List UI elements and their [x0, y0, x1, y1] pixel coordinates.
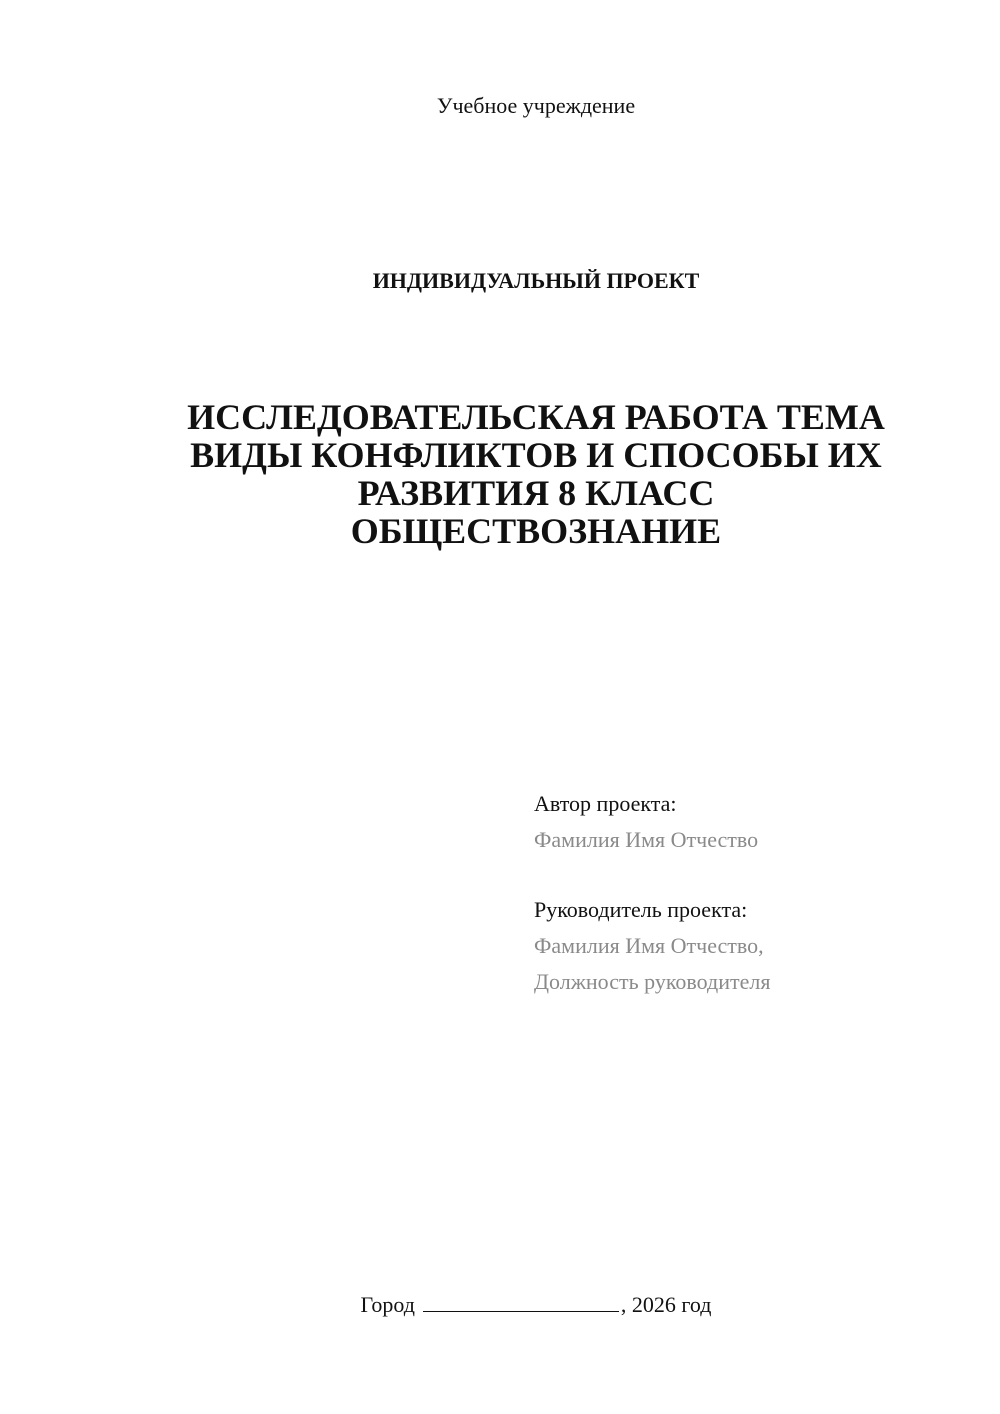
- supervisor-label: Руководитель проекта:: [534, 897, 748, 922]
- supervisor-position: Должность руководителя: [534, 969, 771, 994]
- city-label: Город: [360, 1292, 415, 1317]
- title-line: ОБЩЕСТВОЗНАНИЕ: [350, 511, 722, 551]
- city-blank-line: [423, 1291, 619, 1312]
- supervisor-name: Фамилия Имя Отчество,: [534, 933, 764, 958]
- author-name: Фамилия Имя Отчество: [534, 827, 759, 852]
- document-type: ИНДИВИДУАЛЬНЫЙ ПРОЕКТ: [372, 268, 700, 293]
- supervisor-block: [534, 896, 964, 996]
- title-line: ВИДЫ КОНФЛИКТОВ И СПОСОБЫ ИХ: [190, 435, 882, 475]
- title-line: ИССЛЕДОВАТЕЛЬСКАЯ РАБОТА ТЕМА: [187, 397, 885, 437]
- title-line: РАЗВИТИЯ 8 КЛАСС: [357, 473, 715, 513]
- city-year-line: [0, 1291, 1000, 1319]
- institution-name: Учебное учреждение: [436, 93, 636, 118]
- author-label: Автор проекта:: [534, 791, 677, 816]
- year-text: , 2026 год: [620, 1292, 712, 1317]
- project-title: [140, 398, 932, 550]
- author-block: [534, 790, 964, 854]
